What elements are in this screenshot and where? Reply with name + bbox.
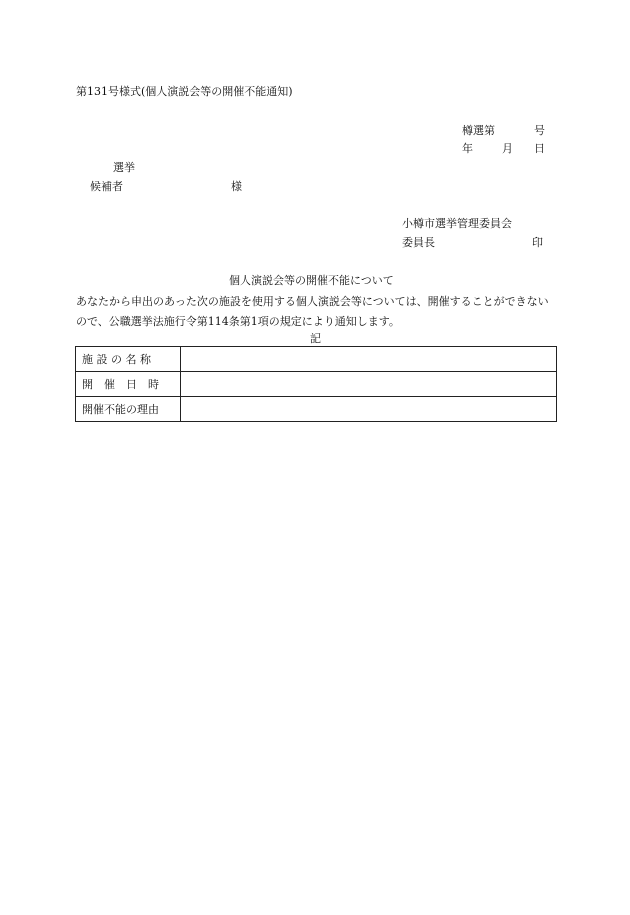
table-row bbox=[76, 397, 557, 422]
sender-organization: 小樽市選挙管理委員会 bbox=[402, 217, 512, 230]
ki-heading: 記 bbox=[310, 332, 321, 345]
addressee-election: 選挙 bbox=[113, 161, 135, 174]
date-line bbox=[462, 142, 545, 155]
addressee-candidate: 候補者 bbox=[90, 180, 123, 193]
date-year: 年 bbox=[462, 142, 473, 155]
row-value-datetime bbox=[181, 372, 557, 397]
subject-heading: 個人演説会等の開催不能について bbox=[229, 274, 394, 287]
date-month: 月 bbox=[502, 142, 513, 155]
date-day: 日 bbox=[534, 142, 545, 155]
addressee-honorific: 様 bbox=[231, 180, 242, 193]
form-title: 第131号様式(個人演説会等の開催不能通知) bbox=[76, 85, 293, 98]
reference-number bbox=[462, 124, 545, 137]
row-label-reason: 開催不能の理由 bbox=[76, 397, 181, 422]
row-value-facility-name bbox=[181, 347, 557, 372]
reference-number-prefix: 樽選第 bbox=[462, 124, 495, 137]
table-row bbox=[76, 372, 557, 397]
sender-title: 委員長 bbox=[402, 236, 435, 249]
detail-table bbox=[75, 346, 557, 422]
notice-body: あなたから申出のあった次の施設を使用する個人演説会等については、開催することができないので、公職選挙法施行令第114条第1項の規定により通知します。 bbox=[76, 295, 549, 328]
table-row bbox=[76, 347, 557, 372]
row-label-datetime: 開 催 日 時 bbox=[76, 372, 181, 397]
reference-number-suffix: 号 bbox=[534, 124, 545, 137]
seal-mark: 印 bbox=[532, 236, 543, 249]
row-label-facility-name: 施 設 の 名 称 bbox=[76, 347, 181, 372]
row-value-reason bbox=[181, 397, 557, 422]
